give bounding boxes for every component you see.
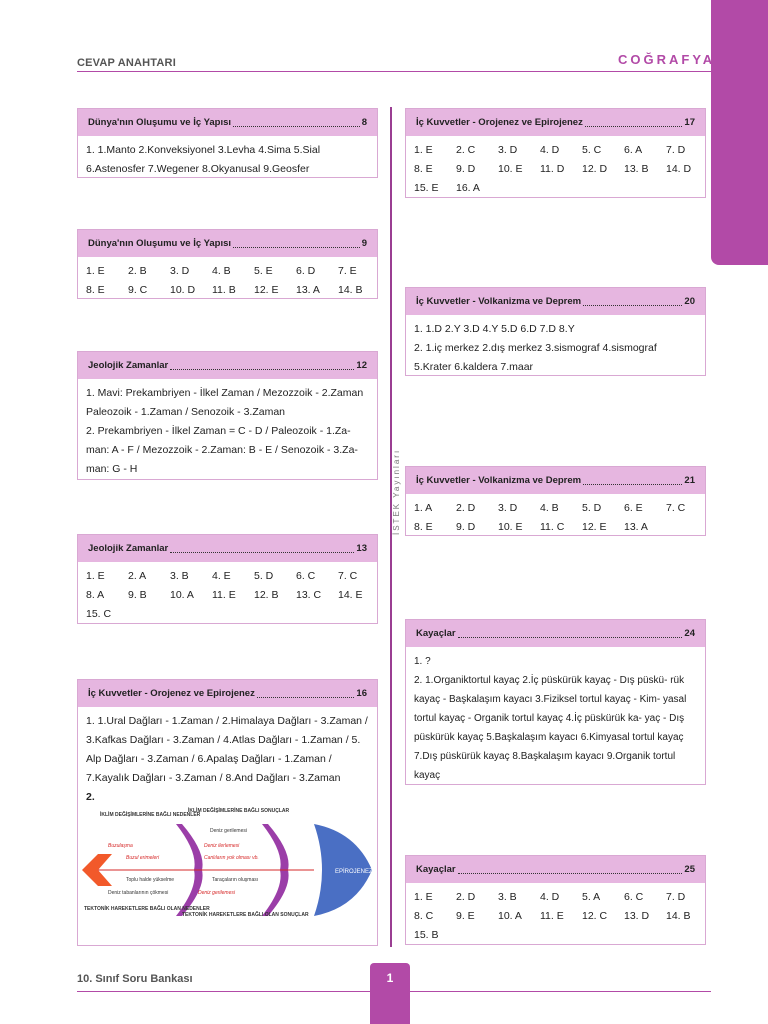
answer-item: 14. B xyxy=(666,910,691,922)
answer-item: 4. E xyxy=(212,570,231,582)
answer-item: 1. E xyxy=(86,265,105,277)
answer-item: 1. E xyxy=(86,570,105,582)
answer-item: 2. A xyxy=(128,570,147,582)
answer-item: 1. E xyxy=(414,891,433,903)
box-title: İç Kuvvetler - Volkanizma ve Deprem xyxy=(416,475,582,486)
answer-item: 5. A xyxy=(582,891,601,903)
answer-item: 8. E xyxy=(414,521,433,533)
answer-item: 8. E xyxy=(414,163,433,175)
answer-item: 6. C xyxy=(624,891,644,903)
box-page-20 xyxy=(405,287,706,376)
box-header xyxy=(406,856,705,883)
answer-paragraph: 1. ? xyxy=(414,656,431,667)
answer-item: 4. B xyxy=(212,265,231,277)
answer-item: 9. C xyxy=(128,284,148,296)
page-number: 1 xyxy=(370,963,410,1024)
answer-grid xyxy=(414,141,697,198)
subject-title: COĞRAFYA xyxy=(618,52,716,67)
box-page-number: 9 xyxy=(361,238,367,249)
answer-line: 2. 1.iç merkez 2.dış merkez 3.sismograf 4.sismograf xyxy=(414,342,657,354)
answer-item: 5. D xyxy=(254,570,274,582)
box-page-25 xyxy=(405,855,706,945)
box-header xyxy=(406,467,705,494)
answer-item: 10. E xyxy=(498,521,523,533)
diagram-text: Taraçaların oluşması xyxy=(212,877,259,883)
answer-item: 12. B xyxy=(254,589,279,601)
answer-item: 4. B xyxy=(540,502,559,514)
answer-item: 7. C xyxy=(666,502,686,514)
answer-line: 5.Krater 6.kaldera 7.maar xyxy=(414,361,534,373)
box-page-number: 17 xyxy=(684,117,695,128)
epirojenez-fishbone-diagram xyxy=(78,802,377,942)
answer-paragraph: 1. 1.Ural Dağları - 1.Zaman / 2.Himalaya Dağları - 3.Zaman / 3.Kafkas Dağları - 3.Zaman / 4.Atlas Dağları - 1.Zaman / 5. Alp Dağları - 3.Zaman / 6.Apalaş Dağları - 1.Zaman / 7.Kayalık Dağları - 3.Zaman / 8.And Dağları - 3.Zaman xyxy=(86,715,368,784)
page-header-title: CEVAP ANAHTARI xyxy=(77,57,176,69)
answer-item: 15. E xyxy=(414,182,439,194)
answer-item: 9. B xyxy=(128,589,147,601)
answer-line: 1. 1.Manto 2.Konveksiyonel 3.Levha 4.Sima 5.Sial xyxy=(86,144,321,156)
answer-item: 13. A xyxy=(624,521,648,533)
answer-item: 3. B xyxy=(498,891,517,903)
answer-item: 11. D xyxy=(540,163,565,175)
answer-item: 7. D xyxy=(666,891,686,903)
diagram-text: Deniz ilerlemesi xyxy=(204,843,240,849)
box-page-21 xyxy=(405,466,706,536)
box-page-24 xyxy=(405,619,706,785)
answer-item: 2. C xyxy=(456,144,476,156)
answer-item: 15. B xyxy=(414,929,439,941)
box-page-9 xyxy=(77,229,378,299)
answer-item: 6. C xyxy=(296,570,316,582)
answer-item: 11. E xyxy=(212,589,236,601)
answer-item: 14. E xyxy=(338,589,363,601)
box-header xyxy=(406,288,705,315)
diagram-text: Deniz gerilemesi xyxy=(210,828,247,834)
answer-item: 15. C xyxy=(86,608,112,620)
box-page-number: 21 xyxy=(684,475,695,486)
fish-head-label: EPİROJENEZ xyxy=(335,869,373,875)
box-page-number: 8 xyxy=(361,117,367,128)
answer-item: 10. A xyxy=(498,910,522,922)
box-header xyxy=(78,680,377,707)
box-page-17 xyxy=(405,108,706,198)
answer-item: 1. A xyxy=(414,502,433,514)
answer-grid xyxy=(86,567,369,624)
box-page-8 xyxy=(77,108,378,178)
box-header xyxy=(406,620,705,647)
box-page-number: 13 xyxy=(356,543,367,554)
diagram-label-bottom-mid: TEKTONİK HAREKETLERE BAĞLI OLAN SONUÇLAR xyxy=(182,912,309,918)
answer-item: 12. C xyxy=(582,910,608,922)
box-header xyxy=(78,109,377,136)
box-title: İç Kuvvetler - Orojenez ve Epirojenez xyxy=(416,117,583,128)
diagram-label-bottom-left: TEKTONİK HAREKETLERE BAĞLI OLAN NEDENLER xyxy=(84,906,210,912)
answer-item: 12. E xyxy=(254,284,279,296)
answer-paragraph: 2. Prekambriyen - İlkel Zaman = C - D / Paleozoik - 1.Za- man: A - F / Mezozzoik - 2.Zaman: B - E / Senozoik - 3.Za- man: G - H xyxy=(86,425,358,475)
answer-item: 4. D xyxy=(540,144,560,156)
answer-item: 13. C xyxy=(296,589,322,601)
answer-item: 10. E xyxy=(498,163,523,175)
answer-item: 3. D xyxy=(498,502,518,514)
answer-item: 11. B xyxy=(212,284,236,296)
box-header xyxy=(78,230,377,257)
box-title: Dünya'nın Oluşumu ve İç Yapısı xyxy=(88,117,232,128)
answer-paragraph: 2. xyxy=(86,791,95,803)
diagram-label-top-mid: İKLİM DEĞİŞİMLERİNE BAĞLI SONUÇLAR xyxy=(188,808,290,814)
answer-item: 11. E xyxy=(540,910,564,922)
answer-item: 4. D xyxy=(540,891,560,903)
answer-paragraph: 1. Mavi: Prekambriyen - İlkel Zaman / Mezozzoik - 2.Zaman Paleozoik - 1.Zaman / Senozoik - 3.Zaman xyxy=(86,387,364,418)
box-page-13 xyxy=(77,534,378,624)
answer-item: 7. C xyxy=(338,570,358,582)
answer-item: 12. D xyxy=(582,163,608,175)
answer-line: 1. 1.D 2.Y 3.D 4.Y 5.D 6.D 7.D 8.Y xyxy=(414,323,575,335)
answer-item: 8. C xyxy=(414,910,434,922)
box-page-16 xyxy=(77,679,378,946)
answer-item: 13. D xyxy=(624,910,650,922)
box-page-number: 12 xyxy=(356,360,367,371)
answer-item: 3. D xyxy=(498,144,518,156)
box-title: Kayaçlar xyxy=(416,864,456,875)
answer-grid xyxy=(414,888,697,945)
box-header xyxy=(78,535,377,562)
answer-item: 13. B xyxy=(624,163,649,175)
header-divider xyxy=(77,71,711,72)
answer-item: 9. E xyxy=(456,910,475,922)
answer-item: 6. D xyxy=(296,265,316,277)
box-title: Kayaçlar xyxy=(416,628,456,639)
answer-item: 9. D xyxy=(456,163,476,175)
box-header xyxy=(78,352,377,379)
box-title: İç Kuvvetler - Volkanizma ve Deprem xyxy=(416,296,582,307)
box-page-number: 16 xyxy=(356,688,367,699)
answer-item: 5. E xyxy=(254,265,273,277)
answer-item: 7. D xyxy=(666,144,686,156)
diagram-text: Buzulaşma xyxy=(108,843,133,849)
answer-grid xyxy=(86,262,369,300)
answer-item: 10. A xyxy=(170,589,194,601)
answer-item: 11. C xyxy=(540,521,565,533)
answer-item: 10. D xyxy=(170,284,196,296)
answer-item: 5. C xyxy=(582,144,602,156)
box-page-number: 20 xyxy=(684,296,695,307)
answer-item: 8. A xyxy=(86,589,105,601)
answer-item: 2. D xyxy=(456,502,476,514)
answer-item: 14. B xyxy=(338,284,363,296)
box-title: İç Kuvvetler - Orojenez ve Epirojenez xyxy=(88,688,255,699)
answer-item: 3. D xyxy=(170,265,190,277)
answer-item: 14. D xyxy=(666,163,692,175)
side-tab xyxy=(711,0,768,265)
answer-grid xyxy=(414,499,697,537)
box-title: Jeolojik Zamanlar xyxy=(88,543,169,554)
publisher-vertical: İSTEK Yayınları xyxy=(392,448,401,535)
box-page-number: 24 xyxy=(684,628,695,639)
footer-book-title: 10. Sınıf Soru Bankası xyxy=(77,973,193,985)
answer-paragraph: 2. 1.Organiktortul kayaç 2.İç püskürük kayaç - Dış püskü- rük kayaç - Başkalaşım kayacı 3.Fiziksel tortul kayaç - Kim- yasal tortul kayaç - Organik tortul kayaç 4.İç püskürük ka- yaç - Dış püskürük kayaç 5.Başkalaşım kayacı 6.Kimyasal tortul kayaç 7.Dış püskürük kayaç 8.Başkalaşım kayacı 9.Organik tortul kayaç xyxy=(414,675,687,781)
answer-item: 2. B xyxy=(128,265,147,277)
box-title: Dünya'nın Oluşumu ve İç Yapısı xyxy=(88,238,232,249)
answer-line: 6.Astenosfer 7.Wegener 8.Okyanusal 9.Geosfer xyxy=(86,163,310,175)
diagram-label-top-left: İKLİM DEĞİŞİMLERİNE BAĞLI NEDENLER xyxy=(100,812,201,818)
diagram-text: Deniz gerilemesi xyxy=(198,890,235,896)
diagram-text: Toplu halde yükselme xyxy=(126,877,175,883)
answer-item: 2. D xyxy=(456,891,476,903)
answer-item: 6. E xyxy=(624,502,643,514)
answer-item: 1. E xyxy=(414,144,433,156)
box-page-number: 25 xyxy=(684,864,695,875)
diagram-text: Canlıların yok olması vb. xyxy=(204,855,259,861)
answer-item: 16. A xyxy=(456,182,480,194)
box-header xyxy=(406,109,705,136)
answer-item: 13. A xyxy=(296,284,320,296)
diagram-text: Buzul erimeleri xyxy=(126,855,160,861)
answer-item: 5. D xyxy=(582,502,602,514)
answer-item: 9. D xyxy=(456,521,476,533)
answer-item: 8. E xyxy=(86,284,105,296)
answer-item: 3. B xyxy=(170,570,189,582)
answer-item: 7. E xyxy=(338,265,357,277)
answer-item: 12. E xyxy=(582,521,607,533)
answer-item: 6. A xyxy=(624,144,643,156)
box-title: Jeolojik Zamanlar xyxy=(88,360,169,371)
diagram-text: Deniz tabanlarının çökmesi xyxy=(108,890,169,896)
box-page-12 xyxy=(77,351,378,480)
